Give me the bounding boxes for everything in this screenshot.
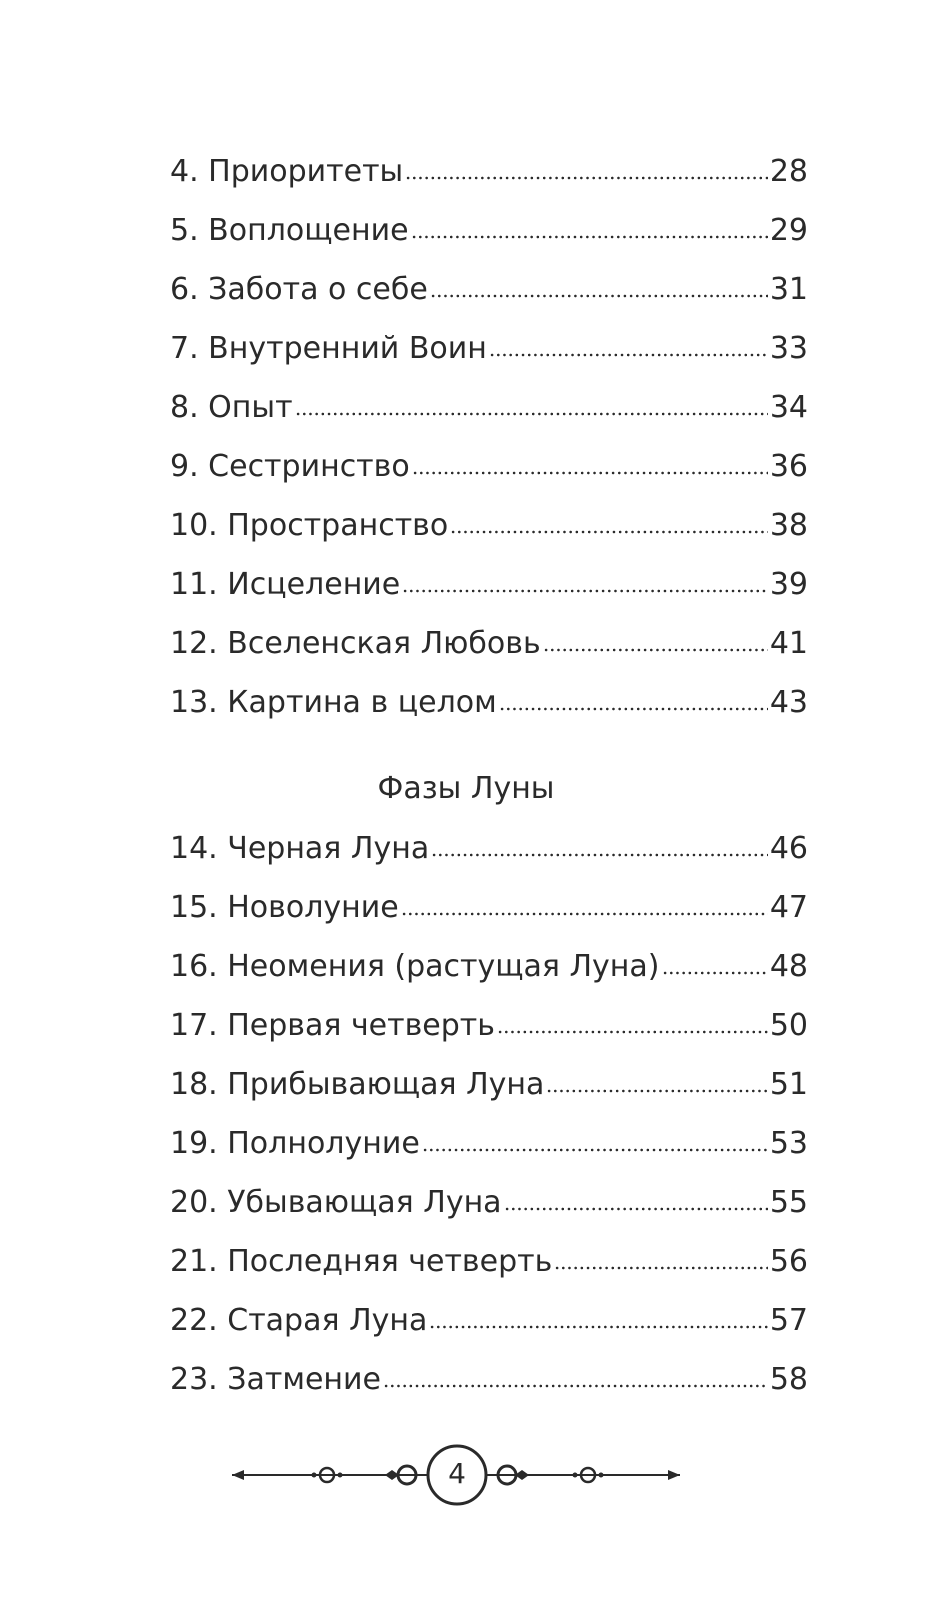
toc-entry[interactable]: [170, 387, 808, 429]
toc-entry-page: 47: [769, 890, 808, 925]
toc-entry-title: 22. Старая Луна: [170, 1303, 428, 1338]
toc-entry[interactable]: [170, 151, 808, 193]
toc-entry[interactable]: [170, 623, 808, 665]
toc-entry-title: 18. Прибывающая Луна: [170, 1067, 545, 1102]
toc-entry-page: 56: [769, 1244, 808, 1279]
toc-entry[interactable]: [170, 328, 808, 370]
toc-entry-page: 33: [769, 331, 808, 366]
toc-entry-title: 14. Черная Луна: [170, 831, 430, 866]
dot-leader: [383, 1383, 768, 1389]
toc-entry[interactable]: [170, 682, 808, 724]
toc-entry[interactable]: [170, 1241, 808, 1283]
toc-entry-page: 50: [769, 1008, 808, 1043]
toc-entry-title: 23. Затмение: [170, 1362, 381, 1397]
dot-leader: [543, 647, 768, 653]
toc-entry-title: 5. Воплощение: [170, 213, 409, 248]
toc-entry-title: 21. Последняя четверть: [170, 1244, 553, 1279]
toc-entry-title: 7. Внутренний Воин: [170, 331, 487, 366]
toc-entry-page: 31: [769, 272, 808, 307]
dot-leader: [429, 1324, 767, 1330]
toc-entry[interactable]: [170, 1300, 808, 1342]
toc-entry-page: 39: [769, 567, 808, 602]
toc-entry-page: 58: [769, 1362, 808, 1397]
toc-entry[interactable]: [170, 1005, 808, 1047]
dot-leader: [402, 588, 768, 594]
toc-entry-title: 6. Забота о себе: [170, 272, 428, 307]
toc-entry-page: 41: [769, 626, 808, 661]
dot-leader: [412, 470, 768, 476]
toc-entry-page: 34: [769, 390, 808, 425]
toc-entry-title: 17. Первая четверть: [170, 1008, 495, 1043]
toc-entry-page: 53: [769, 1126, 808, 1161]
toc-entry-title: 9. Сестринство: [170, 449, 410, 484]
dot-leader: [499, 706, 768, 712]
dot-leader: [295, 411, 768, 417]
toc-entry[interactable]: [170, 828, 808, 870]
toc-entry[interactable]: [170, 1064, 808, 1106]
toc-entry-page: 28: [769, 154, 808, 189]
toc-entry-page: 38: [769, 508, 808, 543]
toc-entry[interactable]: [170, 210, 808, 252]
toc-entry-title: 13. Картина в целом: [170, 685, 497, 720]
dot-leader: [554, 1265, 768, 1271]
toc-entry[interactable]: [170, 946, 808, 988]
toc-entry-title: 11. Исцеление: [170, 567, 401, 602]
toc-entry-page: 55: [769, 1185, 808, 1220]
toc-entry[interactable]: [170, 269, 808, 311]
page-number: 4: [448, 1457, 466, 1490]
dot-leader: [405, 175, 768, 181]
toc-entry-page: 51: [769, 1067, 808, 1102]
toc-entry[interactable]: [170, 1359, 808, 1401]
toc-entry-page: 29: [769, 213, 808, 248]
toc-entry[interactable]: [170, 1182, 808, 1224]
toc-entry-page: 43: [769, 685, 808, 720]
toc-entry-title: 10. Пространство: [170, 508, 449, 543]
toc-entry-page: 48: [769, 949, 808, 984]
toc-entry-title: 15. Новолуние: [170, 890, 399, 925]
toc-entry-page: 36: [769, 449, 808, 484]
dot-leader: [411, 234, 768, 240]
dot-leader: [450, 529, 768, 535]
toc-entry[interactable]: [170, 505, 808, 547]
toc-entry-title: 19. Полнолуние: [170, 1126, 420, 1161]
toc-entry[interactable]: [170, 564, 808, 606]
dot-leader: [422, 1147, 768, 1153]
dot-leader: [431, 852, 768, 858]
dot-leader: [497, 1029, 768, 1035]
toc-entry-title: 4. Приоритеты: [170, 154, 404, 189]
toc-entry-page: 46: [769, 831, 808, 866]
toc-entry-title: 20. Убывающая Луна: [170, 1185, 502, 1220]
section-heading: Фазы Луны: [377, 771, 555, 806]
toc-entry[interactable]: [170, 887, 808, 929]
dot-leader: [504, 1206, 768, 1212]
toc-entry-title: 16. Неомения (растущая Луна): [170, 949, 660, 984]
toc-entry-title: 8. Опыт: [170, 390, 293, 425]
toc-entry[interactable]: [170, 446, 808, 488]
dot-leader: [430, 293, 768, 299]
dot-leader: [489, 352, 768, 358]
toc-entry-page: 57: [769, 1303, 808, 1338]
dot-leader: [546, 1088, 767, 1094]
toc-entry[interactable]: [170, 1123, 808, 1165]
toc-entry-title: 12. Вселенская Любовь: [170, 626, 541, 661]
dot-leader: [662, 970, 768, 976]
dot-leader: [401, 911, 768, 917]
